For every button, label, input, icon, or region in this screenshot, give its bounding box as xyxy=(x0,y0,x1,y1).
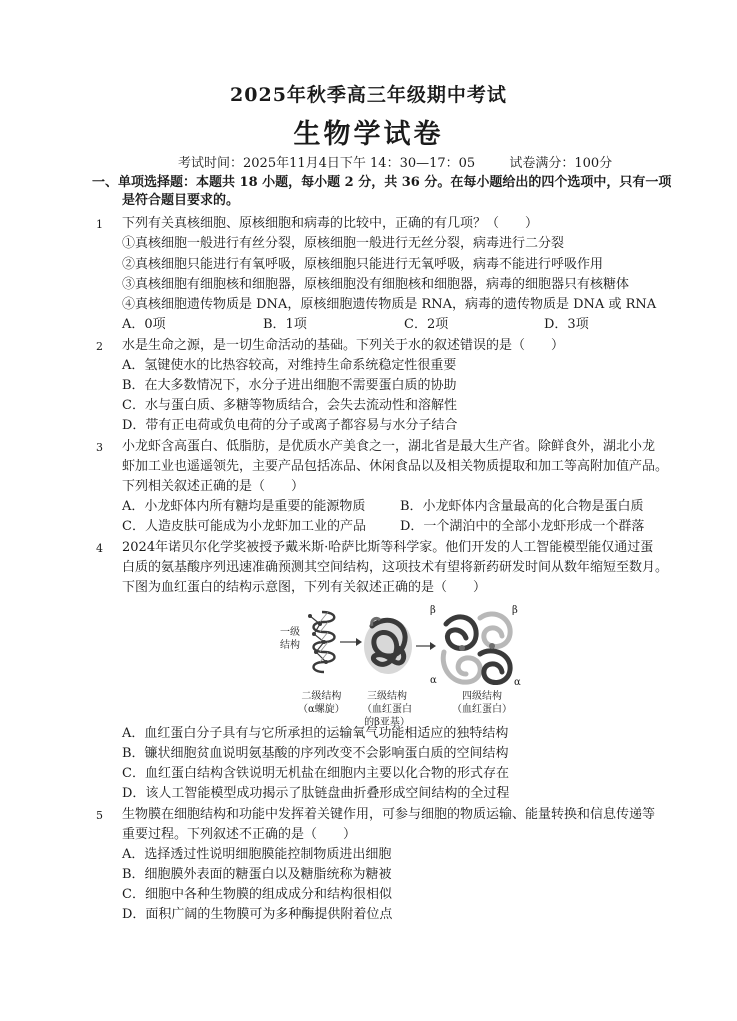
option-d: D．3项 xyxy=(544,317,589,332)
question-number: 3 xyxy=(96,441,103,454)
option-b: B．1项 xyxy=(263,317,307,332)
alpha-label: α xyxy=(430,675,437,686)
section-heading-cont: 是符合题目要求的。 xyxy=(122,193,240,208)
tertiary-structure-icon xyxy=(364,618,412,674)
question-stem: 小龙虾含高蛋白、低脂肪，是优质水产美食之一，湖北省是最大生产省。除鲜食外，湖北小龙 xyxy=(122,439,656,454)
option-b: B．小龙虾体内含量最高的化合物是蛋白质 xyxy=(400,499,644,514)
full-score: 试卷满分：100分 xyxy=(509,156,613,171)
option-a: A．小龙虾体内所有糖均是重要的能源物质 xyxy=(122,499,366,514)
label-line: 二级结构 xyxy=(301,691,342,702)
question-number: 4 xyxy=(96,542,103,555)
question-stem: 下图为血红蛋白的结构示意图，下列有关叙述正确的是（ ） xyxy=(122,580,487,595)
quaternary-label xyxy=(452,690,512,716)
question-number: 2 xyxy=(96,340,103,353)
label-line: 的β亚基） xyxy=(364,717,410,728)
alpha-label: α xyxy=(514,677,521,688)
option-b: B．细胞膜外表面的糖蛋白以及糖脂统称为糖被 xyxy=(122,867,392,882)
tertiary-label xyxy=(362,690,412,729)
question-stem: 下列有关真核细胞、原核细胞和病毒的比较中，正确的有几项？（ ） xyxy=(122,216,539,231)
arrow-icon xyxy=(340,638,362,646)
label-line: （α螺旋） xyxy=(298,704,345,715)
question-stem: 白质的氨基酸序列迅速准确预测其空间结构，这项技术有望将新药研发时间从数年缩短至数月。 xyxy=(122,560,669,575)
statement: ③真核细胞有细胞核和细胞器，原核细胞没有细胞核和细胞器，病毒的细胞器只有核糖体 xyxy=(122,277,630,292)
exam-title: 2025年秋季高三年级期中考试 xyxy=(230,84,507,106)
option-d: D．带有正电荷或负电荷的分子或离子都容易与水分子结合 xyxy=(122,418,458,433)
question-number: 5 xyxy=(96,809,103,822)
label-line: （血红蛋白） xyxy=(452,704,512,715)
statement: ②真核细胞只能进行有氧呼吸，原核细胞只能进行无氧呼吸，病毒不能进行呼吸作用 xyxy=(122,257,604,272)
section-heading: 一、单项选择题：本题共 18 小题，每小题 2 分，共 36 分。在每小题给出的四个选项中，只有一项 xyxy=(92,175,672,190)
label-line: 四级结构 xyxy=(462,691,502,702)
question-stem: 2024年诺贝尔化学奖被授予戴米斯·哈萨比斯等科学家。他们开发的人工智能模型能仅通过蛋 xyxy=(122,540,654,555)
option-d: D．面积广阔的生物膜可为多种酶提供附着位点 xyxy=(122,907,393,922)
exam-info xyxy=(178,152,642,171)
question-stem: 下列相关叙述正确的是（ ） xyxy=(122,479,305,494)
question-stem: 水是生命之源，是一切生命活动的基础。下列关于水的叙述错误的是（ ） xyxy=(122,338,565,353)
subject-title: 生物学试卷 xyxy=(293,119,444,150)
question-number: 1 xyxy=(96,218,103,231)
question-stem: 重要过程。下列叙述不正确的是（ ） xyxy=(122,827,357,842)
statement: ④真核细胞遗传物质是 DNA，原核细胞遗传物质是 RNA，病毒的遗传物质是 DNA 或 RNA xyxy=(122,297,657,312)
label-line: （血红蛋白 xyxy=(362,704,412,715)
option-d: D．该人工智能模型成功揭示了肽链盘曲折叠形成空间结构的全过程 xyxy=(122,786,510,801)
label-line: 结构 xyxy=(280,640,300,651)
option-d: D．一个湖泊中的全部小龙虾形成一个群落 xyxy=(400,519,645,534)
quaternary-structure-icon xyxy=(443,614,510,683)
option-c: C．人造皮肤可能成为小龙虾加工业的产品 xyxy=(122,519,366,534)
option-c: C．2项 xyxy=(404,317,449,332)
option-b: B．镰状细胞贫血说明氨基酸的序列改变不会影响蛋白质的空间结构 xyxy=(122,746,509,761)
option-c: C．血红蛋白结构含铁说明无机盐在细胞内主要以化合物的形式存在 xyxy=(122,766,509,781)
option-a: A．氢键使水的比热容较高，对维持生命系统稳定性很重要 xyxy=(122,358,457,373)
label-line: 一级 xyxy=(280,627,300,638)
question-stem: 生物膜在细胞结构和功能中发挥着关键作用，可参与细胞的物质运输、能量转换和信息传递等 xyxy=(122,807,656,822)
option-b: B．在大多数情况下，水分子进出细胞不需要蛋白质的协助 xyxy=(122,378,457,393)
statement: ①真核细胞一般进行有丝分裂，原核细胞一般进行无丝分裂，病毒进行二分裂 xyxy=(122,236,565,251)
primary-label xyxy=(280,626,300,652)
arrow-icon xyxy=(416,642,436,650)
option-a: A．血红蛋白分子具有与它所承担的运输氧气功能相适应的独特结构 xyxy=(122,726,509,741)
option-a: A．0项 xyxy=(122,317,166,332)
hemoglobin-figure xyxy=(280,604,530,728)
option-c: C．细胞中各种生物膜的组成成分和结构很相似 xyxy=(122,887,392,902)
beta-label: β xyxy=(512,605,518,616)
option-c: C．水与蛋白质、多糖等物质结合，会失去流动性和溶解性 xyxy=(122,398,457,413)
secondary-label xyxy=(298,690,345,716)
option-a: A．选择透过性说明细胞膜能控制物质进出细胞 xyxy=(122,847,392,862)
question-stem: 虾加工业也遥遥领先，主要产品包括冻品、休闲食品以及相关物质提取和加工等高附加值产品。 xyxy=(122,459,669,474)
exam-time: 考试时间：2025年11月4日下午 14：30—17：05 xyxy=(178,156,476,171)
beta-label: β xyxy=(430,605,436,616)
label-line: 三级结构 xyxy=(367,691,407,702)
